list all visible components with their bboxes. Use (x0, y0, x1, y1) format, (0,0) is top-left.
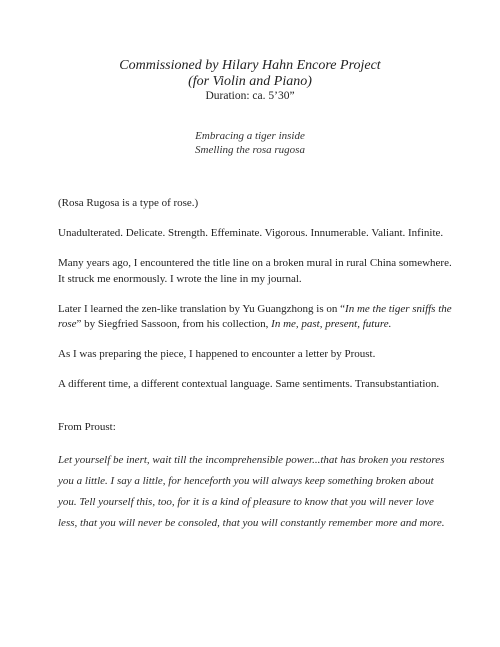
proust-quote: Let yourself be inert, wait till the incomprehensible power...that has broken you restores you a little. I say a little, for henceforth you will always keep something broken about you. Tell yourself this, too, for it is a kind of pleasure to know that you will never love less, that you will never be consoled, that you will constantly remember more and more. (58, 453, 445, 529)
paragraph-rosa-rugosa: (Rosa Rugosa is a type of rose.) (58, 197, 199, 209)
epigraph-line-2: Smelling the rosa rugosa (195, 144, 305, 156)
duration-line: Duration: ca. 5’30” (205, 90, 295, 102)
epigraph-line-1: Embracing a tiger inside (195, 130, 305, 142)
commission-line: Commissioned by Hilary Hahn Encore Project (119, 58, 381, 73)
header (0, 58, 500, 103)
sassoon-collection-title: In me, past, present, future. (271, 318, 392, 330)
paragraph-transubstantiation: A different time, a different contextual language. Same sentiments. Transubstantiation. (58, 378, 440, 390)
paragraph-adjectives: Unadulterated. Delicate. Strength. Effeminate. Vigorous. Innumerable. Valiant. Infinite. (58, 227, 444, 239)
sassoon-poem-title: In me the tiger sniffs the rose (58, 302, 452, 330)
paragraph-translation (58, 302, 453, 333)
paragraph-proust-letter: As I was preparing the piece, I happened to encounter a letter by Proust. (58, 348, 376, 360)
instrumentation-line: (for Violin and Piano) (188, 74, 312, 89)
translation-text-c: ” by Siegfried Sassoon, from his collection, (76, 318, 272, 330)
proust-label: From Proust: (58, 420, 116, 433)
paragraph-mural: Many years ago, I encountered the title line on a broken mural in rural China somewhere. It struck me enormously. I wrote the line in my journal. (58, 257, 452, 285)
translation-text-a: Later I learned the zen-like translation by Yu Guangzhong is on “ (58, 302, 346, 315)
epigraph (0, 129, 500, 157)
program-note (58, 196, 453, 548)
